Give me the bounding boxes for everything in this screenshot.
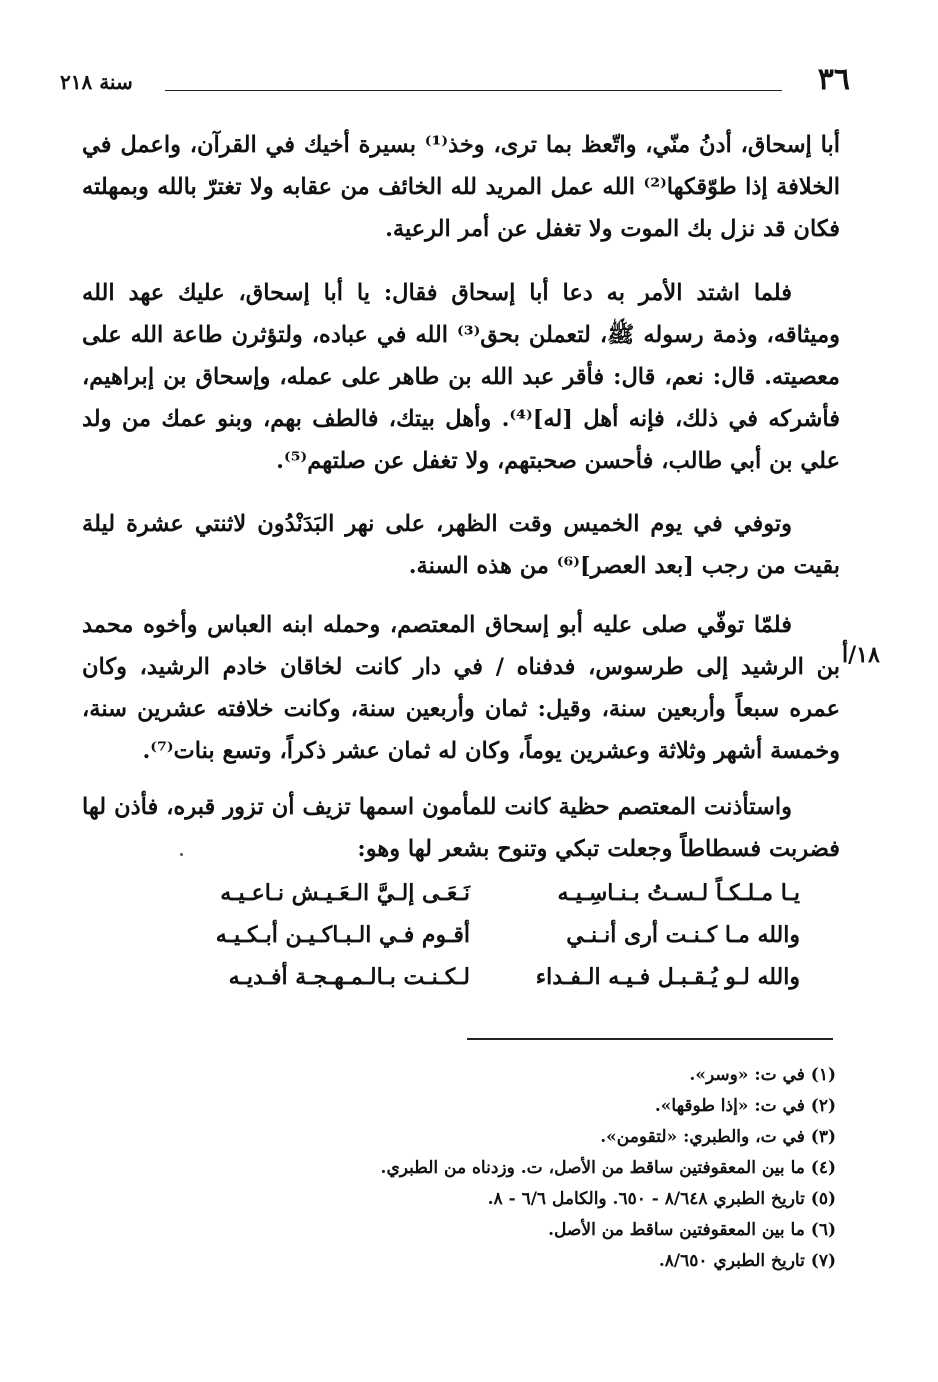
paragraph-text: فلما اشتد الأمر به دعا أبا إسحاق فقال: يا أبا إسحاق، عليك عهد الله وميثاقه، وذمة رسوله ﷺ، لتعملن بحق⁽³⁾ الله في عباده، ولتؤثرن طاعة الله على معصيته. قال: نعم، قال: فأقر عبد الله بن طاهر على عمله، وإسحاق بن إبراهيم، فأشركه في ذلك، فإنه أهل [له]⁽⁴⁾. وأهل بيتك، فالطف بهم، وبنو عمك من ولد علي بن أبي طالب، فأحسن صحبتهم، ولا تغفل عن صلتهم⁽⁵⁾. <box>82 280 840 474</box>
poem-verse <box>110 922 800 964</box>
paragraph-text: وتوفي في يوم الخميس وقت الظهر، على نهر البَدَنْدُون لاثنتي عشرة ليلة بقيت من رجب [بعد العصر]⁽⁶⁾ من هذه السنة. <box>82 511 840 579</box>
verse-second-hemistich: نَـعَـى إلـيَّ الـعَـيـش نـاعـيـه <box>220 880 470 906</box>
verse-first-hemistich: يـا مـلـكـاً لـسـتُ بـنـاسِـيـه <box>557 880 800 906</box>
footnotes <box>300 1060 836 1277</box>
header-rule <box>165 90 782 91</box>
poem <box>110 880 800 1006</box>
paragraph-3 <box>82 503 840 593</box>
page-number: ٣٦ <box>817 62 850 97</box>
footnote: (١) في ت: «وسر». <box>689 1065 836 1085</box>
verse-second-hemistich: لـكـنـت بـالـمـهـجـة أفـديـه <box>228 964 470 990</box>
running-head: سنة ٢١٨ <box>60 70 133 94</box>
paragraph-2 <box>82 272 840 494</box>
paragraph-text: واستأذنت المعتصم حظية كانت للمأمون اسمها تزيف أن تزور قبره، فأذن لها فضربت فسطاطاً وجعلت تبكي وتنوح بشعر لها وهو: <box>82 794 840 862</box>
verse-first-hemistich: والله مـا كـنـت أرى أنـنـي <box>566 922 800 948</box>
footnote: (٤) ما بين المعقوفتين ساقط من الأصل، ت. وزدناه من الطبري. <box>380 1158 836 1178</box>
scan-speck <box>180 853 183 856</box>
paragraph-text: فلمّا توفّي صلى عليه أبو إسحاق المعتصم، وحمله ابنه العباس وأخوه محمد بن الرشيد إلى طرسوس، فدفناه / في دار كانت لخاقان خادم الرشيد، وكان عمره سبعاً وأربعين سنة، وقيل: ثمان وأربعين سنة، وكانت خلافته عشرين سنة، وخمسة أشهر وثلاثة وعشرين يوماً، وكان له ثمان عشر ذكراً، وتسع بنات⁽⁷⁾. <box>82 612 840 764</box>
page-header <box>60 62 850 102</box>
paragraph-text: أبا إسحاق، أدنُ منّي، واتّعظ بما ترى، وخذ⁽¹⁾ بسيرة أخيك في القرآن، واعمل في الخلافة إذا طوّقكها⁽²⁾ الله عمل المريد لله الخائف من عقابه ولا تغترّ بالله وبمهلته فكان قد نزل بك الموت ولا تغفل عن أمر الرعية. <box>82 132 840 242</box>
footnote-separator <box>467 1038 833 1040</box>
poem-verse <box>110 880 800 922</box>
footnote: (٢) في ت: «إذا طوقها». <box>654 1096 836 1116</box>
footnote: (٣) في ت، والطبري: «لتقومن». <box>600 1127 836 1147</box>
poem-verse <box>110 964 800 1006</box>
verse-first-hemistich: والله لـو يُـقـبـل فـيـه الـفـداء <box>535 964 800 990</box>
paragraph-5 <box>82 786 840 876</box>
footnote: (٧) تاريخ الطبري ٨/٦٥٠. <box>658 1251 836 1271</box>
paragraph-4 <box>82 604 840 782</box>
manuscript-folio-note: ١٨/أ <box>842 642 880 668</box>
footnote: (٥) تاريخ الطبري ٨/٦٤٨ - ٦٥٠. والكامل ٦/٦ - ٨. <box>487 1189 836 1209</box>
verse-second-hemistich: أقـوم فـي الـبـاكـيـن أبـكـيـه <box>215 922 470 948</box>
paragraph-1 <box>82 124 840 260</box>
footnote: (٦) ما بين المعقوفتين ساقط من الأصل. <box>548 1220 836 1240</box>
